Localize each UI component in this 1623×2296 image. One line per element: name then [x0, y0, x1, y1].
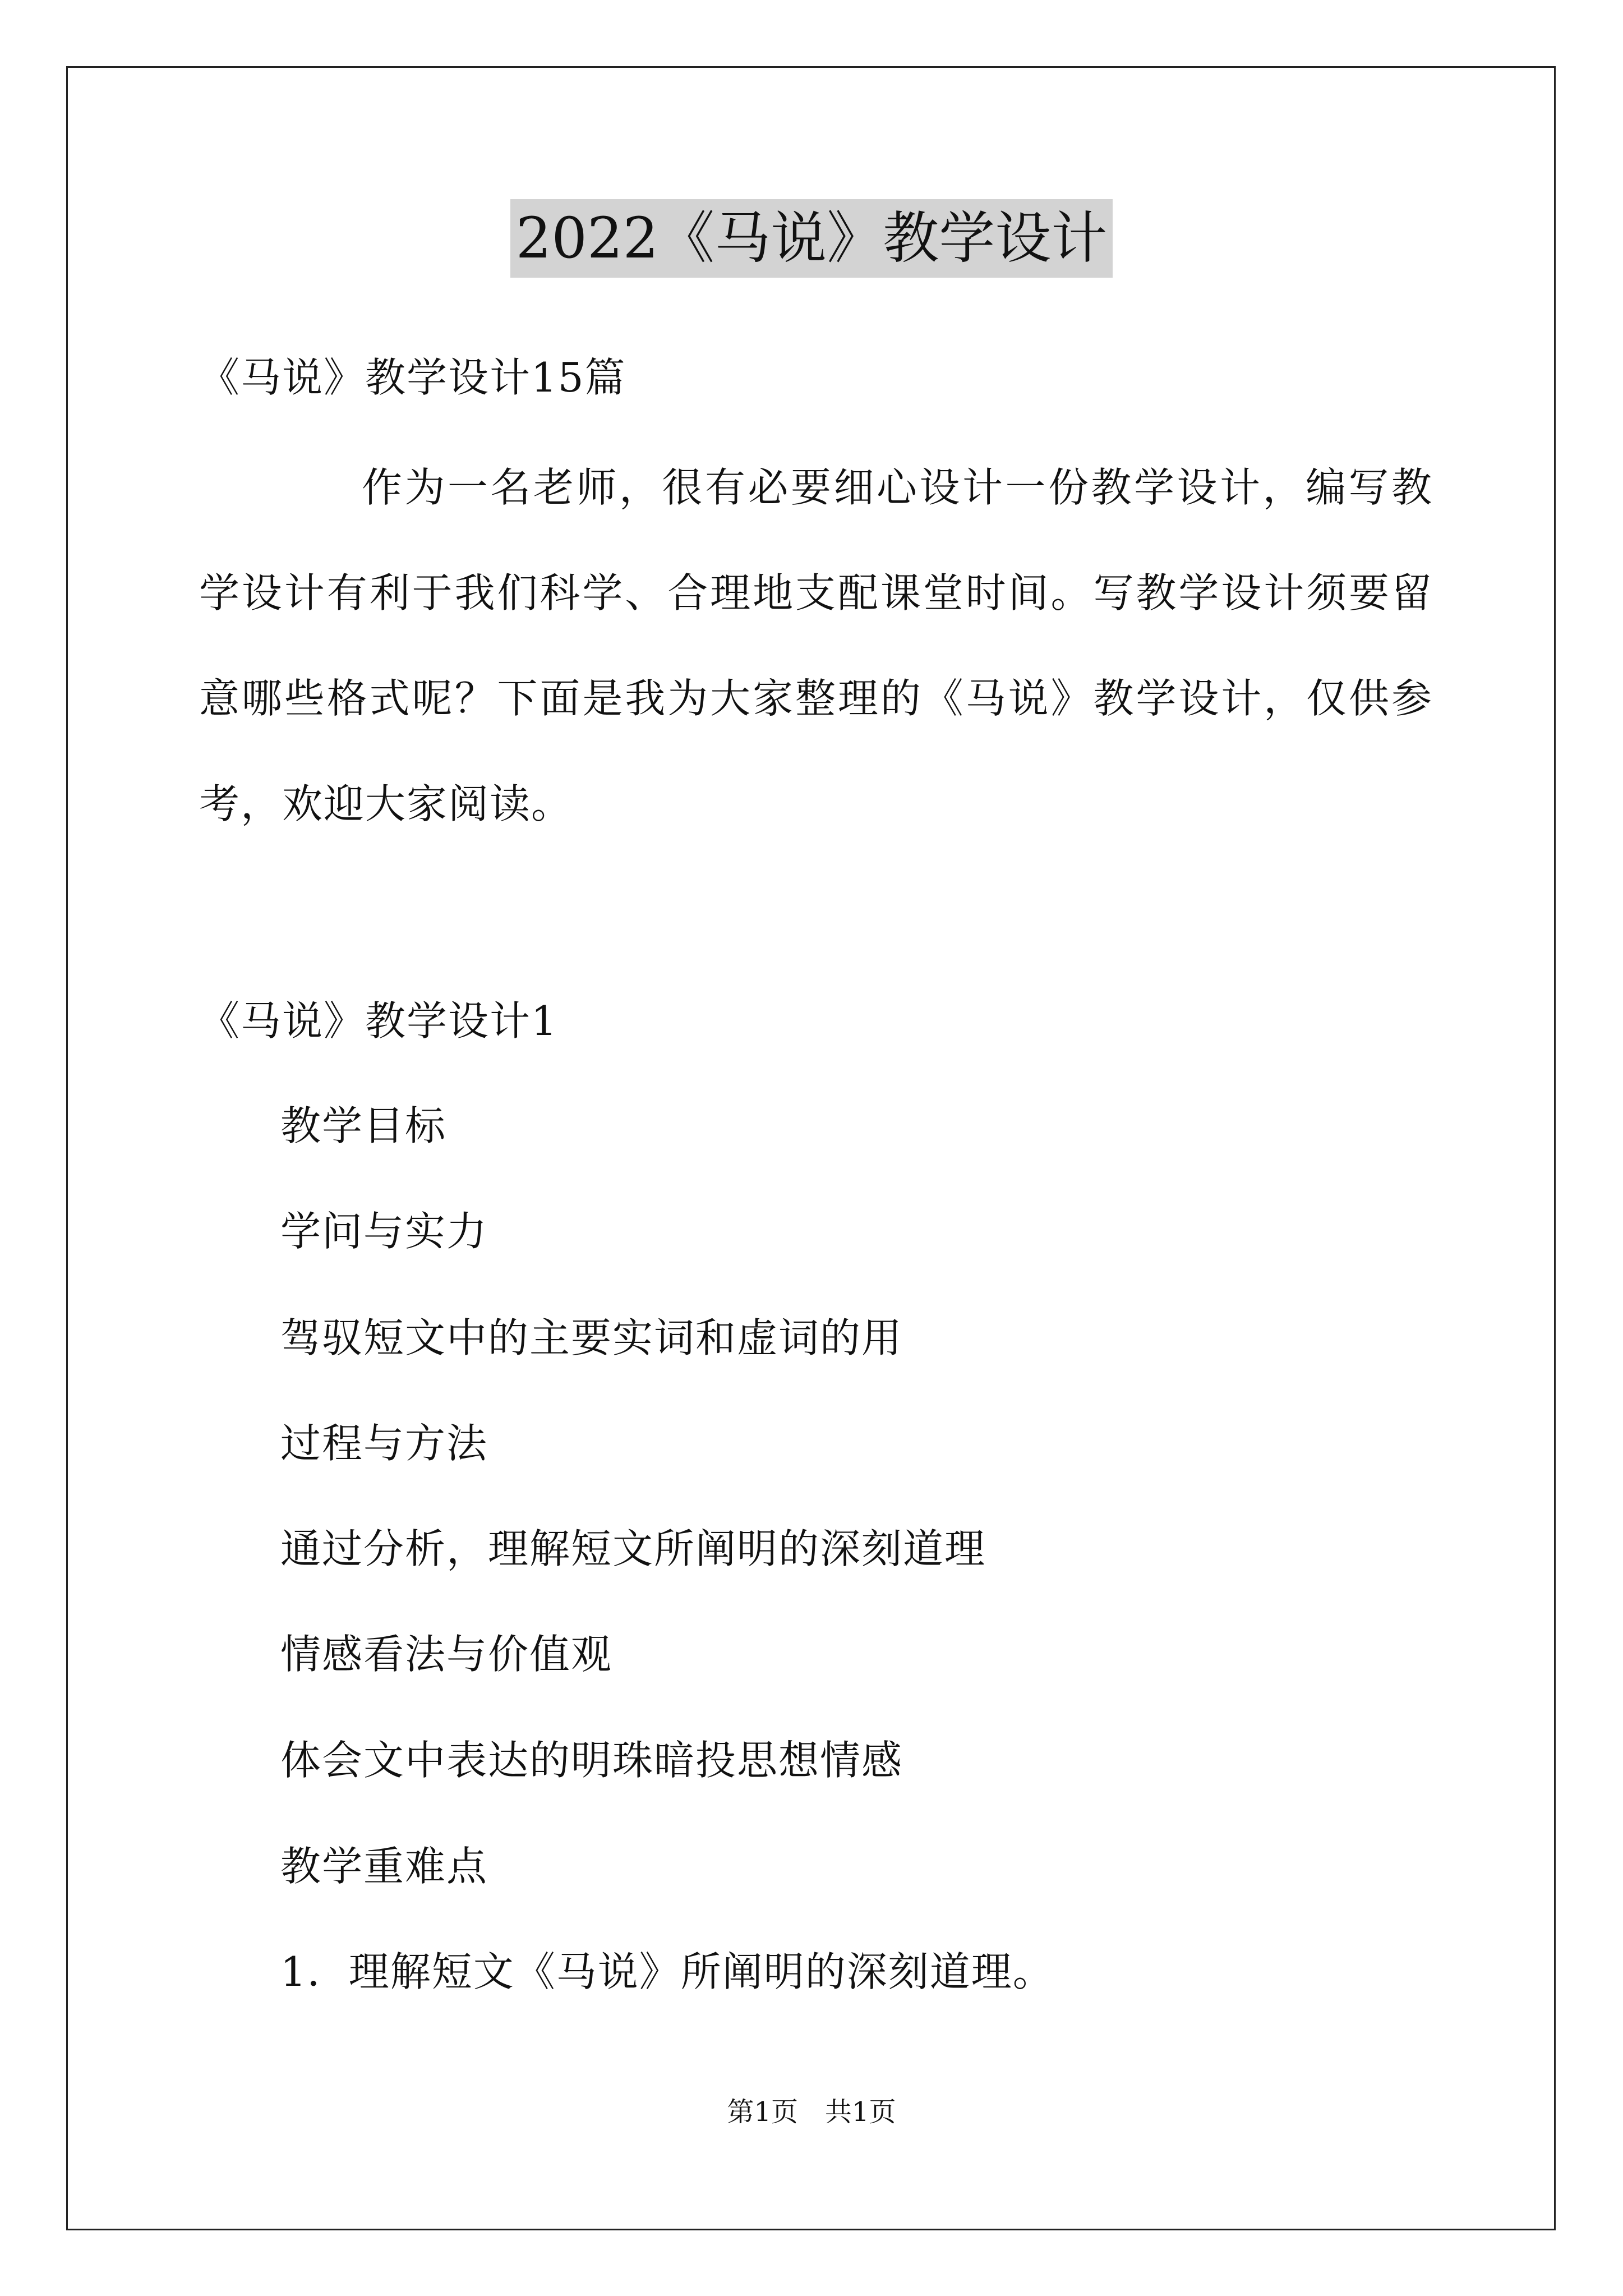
intro-paragraph: 作为一名老师，很有必要细心设计一份教学设计，编写教学设计有利于我们科学、合理地支配课堂时间。写教学设计须要留意哪些格式呢？下面是我为大家整理的《马说》教学设计，仅供参考，欢迎大家阅读。: [199, 464, 1433, 827]
list-item: 体会文中表达的明珠暗投思想情感: [280, 1737, 903, 1784]
list-item: 通过分析，理解短文所阐明的深刻道理: [280, 1525, 986, 1572]
document-title: [0, 199, 1623, 278]
document-subtitle: 《马说》教学设计15篇: [199, 354, 626, 401]
list-item: 驾驭短文中的主要实词和虚词的用: [280, 1314, 903, 1361]
list-item: 1．理解短文《马说》所阐明的深刻道理。: [280, 1948, 1054, 1995]
section-heading: 《马说》教学设计1: [199, 997, 558, 1045]
list-item: 学问与实力: [280, 1208, 488, 1255]
list-item: 教学目标: [280, 1102, 447, 1149]
page-footer: 第1页 共1页: [727, 2096, 896, 2128]
list-item: 过程与方法: [280, 1420, 488, 1467]
list-item: 情感看法与价值观: [280, 1631, 613, 1678]
list-item: 教学重难点: [280, 1843, 488, 1890]
document-title-text: 2022《马说》教学设计: [510, 199, 1113, 278]
